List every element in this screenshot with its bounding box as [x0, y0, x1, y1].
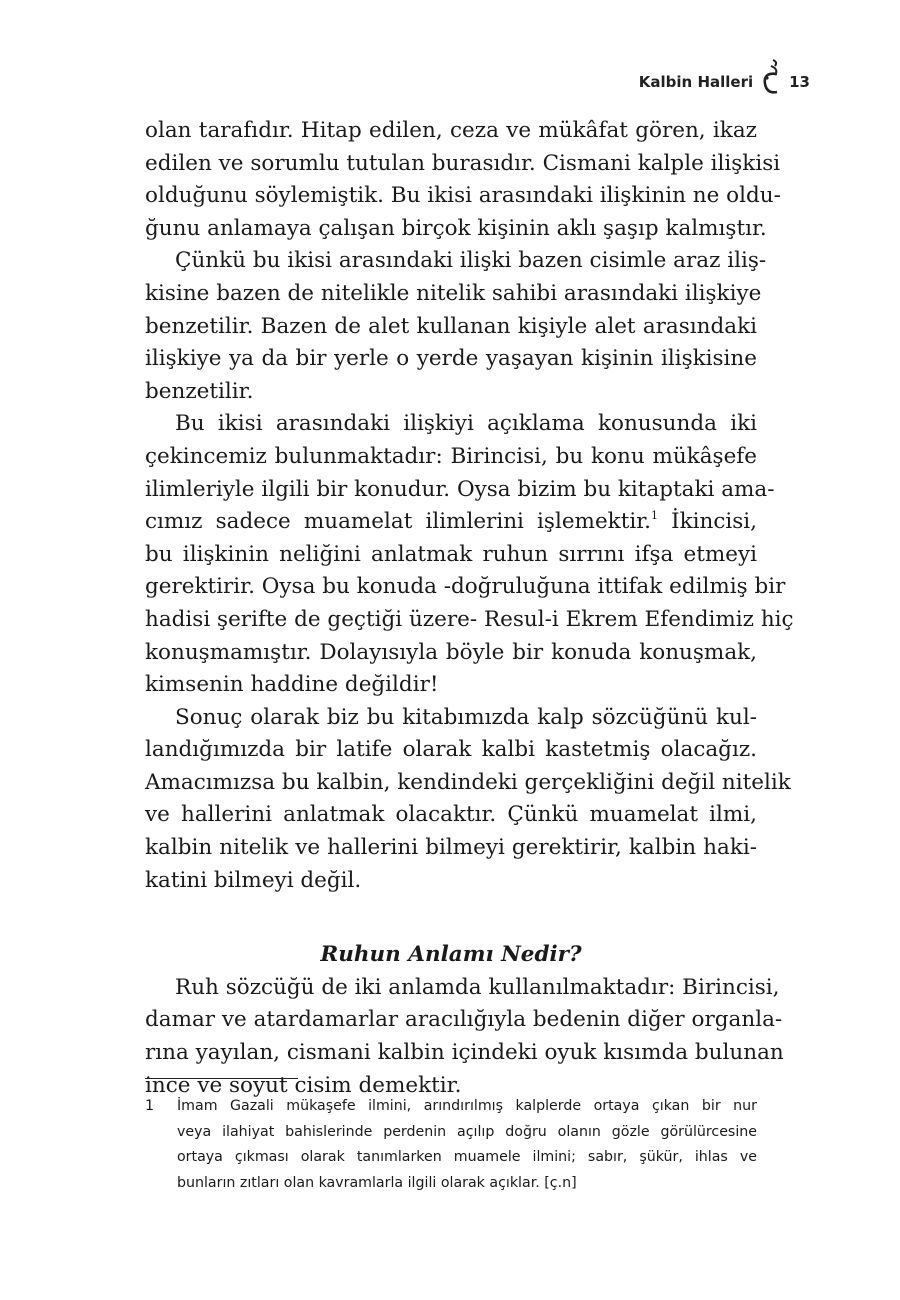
- text-line: kalbin nitelik ve hallerini bilmeyi gerektirir, kalbin haki-: [145, 835, 757, 861]
- footnote-line: İmam Gazali mükaşefe ilmini, arındırılmış kalplerde ortaya çıkan bir nur: [177, 1098, 757, 1114]
- text-line: Amacımızsa bu kalbin, kendindeki gerçekliğini değil nitelik: [145, 769, 791, 795]
- footnote: [145, 1094, 757, 1196]
- paragraph: [145, 245, 767, 408]
- text-line: çekincemiz bulunmaktadır: Birincisi, bu konu mükâşefe: [145, 443, 757, 469]
- running-title: Kalbin Halleri: [638, 73, 754, 91]
- paragraph: [145, 972, 784, 1102]
- running-header: [639, 62, 810, 102]
- text-line: ve hallerini anlatmak olacaktır. Çünkü muamelat ilmi,: [145, 802, 757, 828]
- paragraph: [145, 408, 794, 701]
- text-line: rına yayılan, cismani kalbin içindeki oyuk kısımda bulunan: [145, 1040, 784, 1066]
- text-line: gerektirir. Oysa bu konuda -doğruluğuna ittifak edilmiş bir: [145, 574, 786, 600]
- text-line: olan tarafıdır. Hitap edilen, ceza ve mükâfat gören, ikaz: [145, 118, 757, 143]
- footnote-text: [177, 1094, 757, 1196]
- footnote-number: 1: [145, 1098, 155, 1114]
- footnote-line: bunların zıtları olan kavramlarla ilgili olarak açıklar. [ç.n]: [177, 1174, 577, 1191]
- text-line: kisine bazen de nitelikle nitelik sahibi arasındaki ilişkiye: [145, 280, 762, 306]
- paragraph: [145, 702, 791, 898]
- footnote-divider: [145, 1078, 298, 1079]
- text-line: edilen ve sorumlu tutulan burasıdır. Cismani kalple ilişkisi: [145, 150, 781, 176]
- text-segment: cımız sadece muamelat ilimlerini işlemektir.: [145, 509, 651, 535]
- text-line: ince ve soyut cisim demektir.: [145, 1072, 462, 1098]
- text-line: olduğunu söylemiştik. Bu ikisi arasındaki ilişkinin ne oldu-: [145, 183, 781, 209]
- text-line: landığımızda bir latife olarak kalbi kastetmiş olacağız.: [145, 737, 757, 763]
- text-line: konuşmamıştır. Dolayısıyla böyle bir konuda konuşmak,: [145, 639, 757, 665]
- page-number: 13: [789, 73, 810, 91]
- text-line: Sonuç olarak biz bu kitabımızda kalp sözcüğünü kul-: [175, 704, 757, 730]
- text-line: katini bilmeyi değil.: [145, 867, 362, 893]
- text-line: benzetilir.: [145, 378, 254, 404]
- calligraphy-ornament-icon: [757, 56, 787, 100]
- text-line: Çünkü bu ikisi arasındaki ilişki bazen cisimle araz iliş-: [175, 248, 767, 274]
- main-text: [145, 115, 794, 1102]
- text-line: ilimleriyle ilgili bir konudur. Oysa bizim bu kitaptaki ama-: [145, 476, 775, 502]
- text-segment: İkincisi,: [657, 509, 757, 535]
- text-line: Bu ikisi arasındaki ilişkiyi açıklama konusunda iki: [175, 411, 757, 437]
- footnote-ref[interactable]: 1: [650, 509, 658, 523]
- text-line: bu ilişkinin neliğini anlatmak ruhun sırrını ifşa etmeyi: [145, 541, 757, 567]
- text-line: ilişkiye ya da bir yerle o yerde yaşayan kişinin ilişkisine: [145, 346, 757, 372]
- paragraph: [145, 115, 781, 245]
- text-line: Ruh sözcüğü de iki anlamda kullanılmaktadır: Birincisi,: [175, 974, 780, 1000]
- footnote-line: ortaya çıkması olarak tanımlarken muamele ilmini; sabır, şükür, ihlas ve: [177, 1149, 757, 1165]
- text-line: benzetilir. Bazen de alet kullanan kişiyle alet arasındaki: [145, 313, 757, 339]
- text-line: hadisi şerifte de geçtiği üzere- Resul-i Ekrem Efendimiz hiç: [145, 606, 794, 632]
- text-line: damar ve atardamarlar aracılığıyla bedenin diğer organla-: [145, 1007, 783, 1033]
- text-line: kimsenin haddine değildir!: [145, 672, 439, 698]
- text-line-with-footnote: [145, 506, 757, 539]
- section-heading: Ruhun Anlamı Nedir?: [320, 942, 582, 968]
- footnote-line: veya ilahiyat bahislerinde perdenin açılıp doğru olanın gözle görülürcesine: [177, 1123, 757, 1140]
- text-line: ğunu anlamaya çalışan birçok kişinin aklı şaşıp kalmıştır.: [145, 215, 767, 241]
